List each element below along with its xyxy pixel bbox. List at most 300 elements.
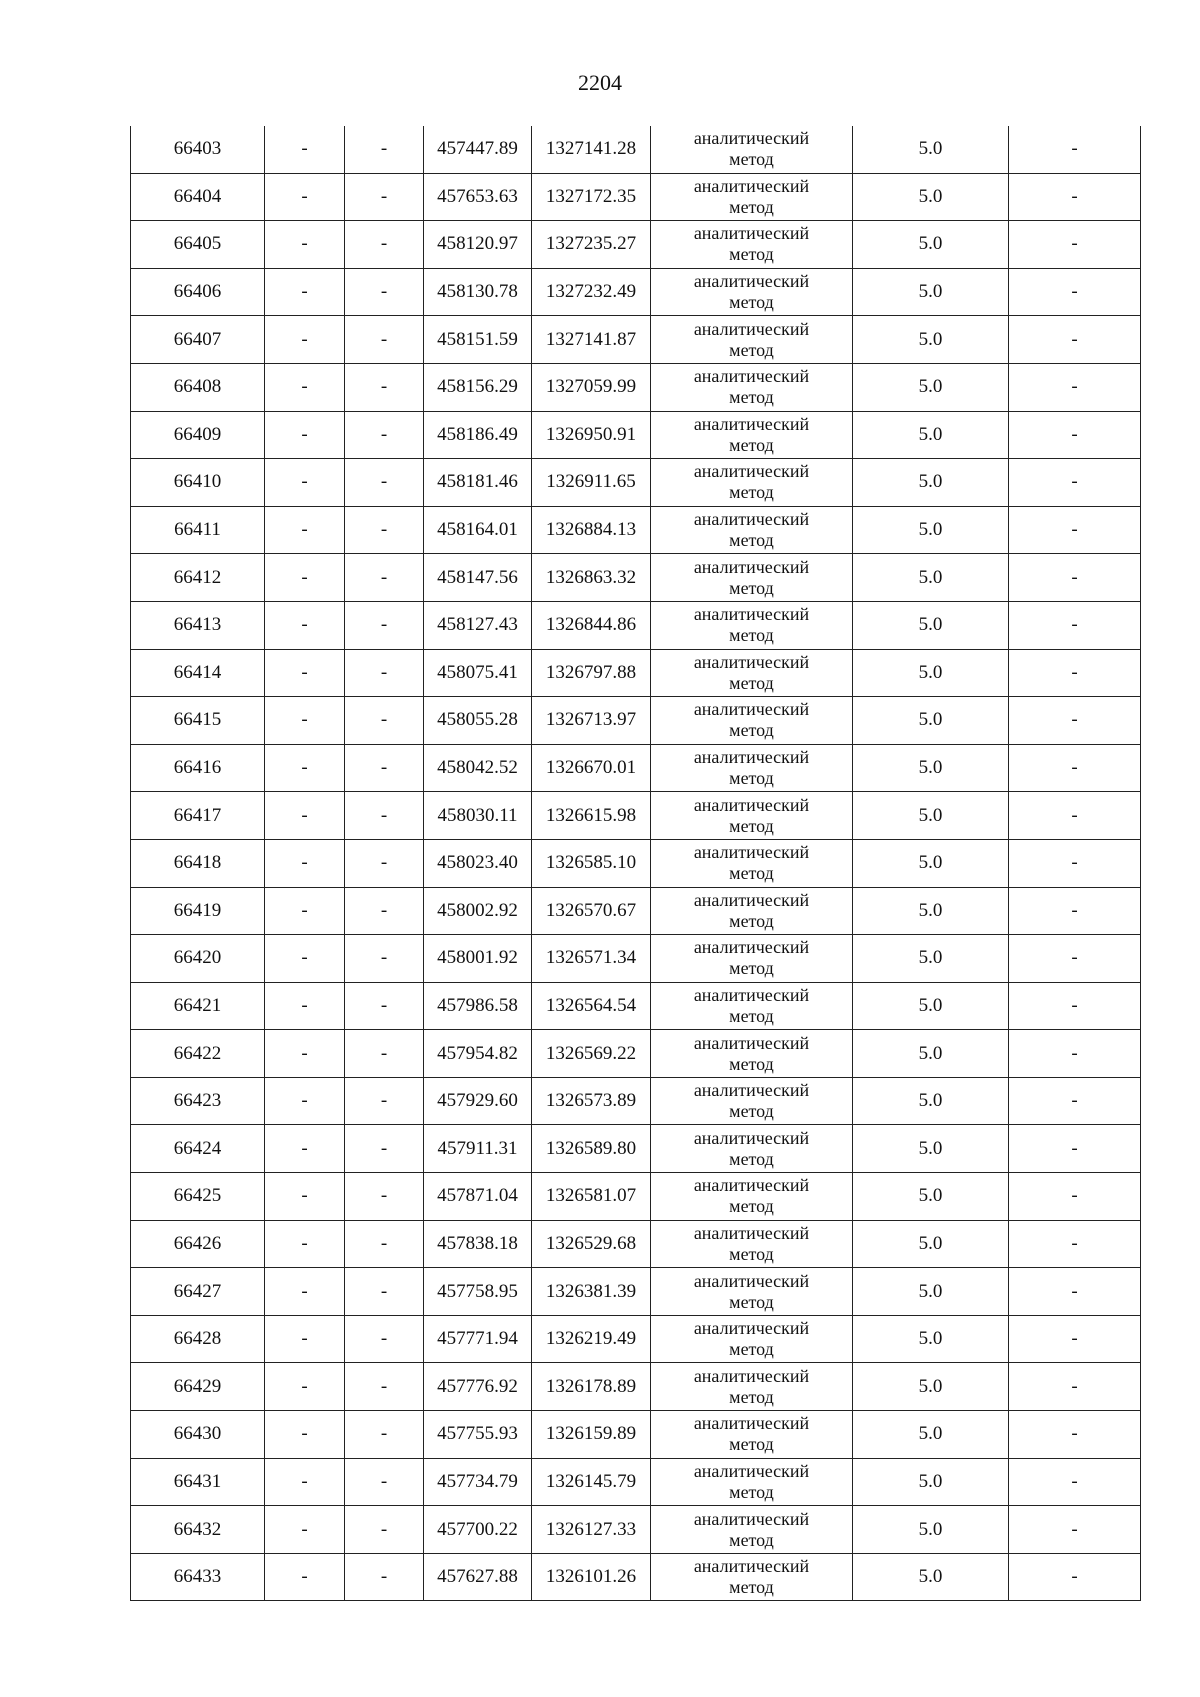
accuracy-cell: 5.0 (853, 792, 1009, 840)
y-coordinate-cell: 1326797.88 (532, 649, 651, 697)
table-row (131, 316, 1141, 364)
point-number-cell: 66419 (131, 887, 265, 935)
table-row (131, 1030, 1141, 1078)
point-number-cell: 66431 (131, 1458, 265, 1506)
accuracy-cell: 5.0 (853, 1315, 1009, 1363)
x-coordinate-cell: 458042.52 (424, 744, 532, 792)
accuracy-cell: 5.0 (853, 506, 1009, 554)
dash-cell: - (345, 126, 424, 173)
x-coordinate-cell: 458120.97 (424, 221, 532, 269)
dash-cell: - (345, 363, 424, 411)
dash-cell: - (345, 601, 424, 649)
dash-cell: - (1009, 1553, 1141, 1601)
method-line-1: аналитический (693, 271, 810, 292)
method-cell (651, 649, 853, 697)
method-line-2: метод (729, 149, 774, 170)
accuracy-cell: 5.0 (853, 1077, 1009, 1125)
dash-cell: - (265, 268, 345, 316)
table-row (131, 1077, 1141, 1125)
dash-cell: - (345, 1220, 424, 1268)
point-number-cell: 66418 (131, 839, 265, 887)
accuracy-cell: 5.0 (853, 173, 1009, 221)
y-coordinate-cell: 1326615.98 (532, 792, 651, 840)
y-coordinate-cell: 1326178.89 (532, 1363, 651, 1411)
dash-cell: - (1009, 1125, 1141, 1173)
method-line-1: аналитический (693, 604, 810, 625)
y-coordinate-cell: 1326713.97 (532, 697, 651, 745)
method-line-2: метод (729, 720, 774, 741)
x-coordinate-cell: 457755.93 (424, 1411, 532, 1459)
y-coordinate-cell: 1326589.80 (532, 1125, 651, 1173)
method-cell (651, 1030, 853, 1078)
method-line-2: метод (729, 1434, 774, 1455)
point-number-cell: 66427 (131, 1268, 265, 1316)
table-row (131, 411, 1141, 459)
dash-cell: - (1009, 126, 1141, 173)
y-coordinate-cell: 1326569.22 (532, 1030, 651, 1078)
dash-cell: - (1009, 506, 1141, 554)
table-row (131, 1220, 1141, 1268)
dash-cell: - (265, 935, 345, 983)
method-line-1: аналитический (693, 937, 810, 958)
x-coordinate-cell: 457627.88 (424, 1553, 532, 1601)
y-coordinate-cell: 1326573.89 (532, 1077, 651, 1125)
method-line-2: метод (729, 768, 774, 789)
y-coordinate-cell: 1326564.54 (532, 982, 651, 1030)
table-row (131, 459, 1141, 507)
method-line-2: метод (729, 672, 774, 693)
point-number-cell: 66423 (131, 1077, 265, 1125)
x-coordinate-cell: 458156.29 (424, 363, 532, 411)
dash-cell: - (345, 268, 424, 316)
table-row (131, 506, 1141, 554)
dash-cell: - (265, 792, 345, 840)
dash-cell: - (265, 1173, 345, 1221)
method-line-1: аналитический (693, 1270, 810, 1291)
accuracy-cell: 5.0 (853, 649, 1009, 697)
method-cell (651, 1268, 853, 1316)
x-coordinate-cell: 458030.11 (424, 792, 532, 840)
method-line-2: метод (729, 1005, 774, 1026)
y-coordinate-cell: 1326127.33 (532, 1506, 651, 1554)
point-number-cell: 66426 (131, 1220, 265, 1268)
dash-cell: - (345, 1363, 424, 1411)
accuracy-cell: 5.0 (853, 887, 1009, 935)
table-row (131, 173, 1141, 221)
dash-cell: - (1009, 363, 1141, 411)
table-row (131, 697, 1141, 745)
method-cell (651, 792, 853, 840)
method-line-2: метод (729, 387, 774, 408)
dash-cell: - (345, 935, 424, 983)
accuracy-cell: 5.0 (853, 126, 1009, 173)
table-row (131, 792, 1141, 840)
method-cell (651, 506, 853, 554)
dash-cell: - (265, 1458, 345, 1506)
dash-cell: - (265, 982, 345, 1030)
dash-cell: - (265, 1220, 345, 1268)
accuracy-cell: 5.0 (853, 554, 1009, 602)
x-coordinate-cell: 457776.92 (424, 1363, 532, 1411)
point-number-cell: 66414 (131, 649, 265, 697)
dash-cell: - (265, 126, 345, 173)
dash-cell: - (1009, 697, 1141, 745)
accuracy-cell: 5.0 (853, 1268, 1009, 1316)
method-line-2: метод (729, 815, 774, 836)
y-coordinate-cell: 1326670.01 (532, 744, 651, 792)
accuracy-cell: 5.0 (853, 459, 1009, 507)
dash-cell: - (345, 649, 424, 697)
x-coordinate-cell: 458181.46 (424, 459, 532, 507)
table-row (131, 221, 1141, 269)
method-cell (651, 459, 853, 507)
accuracy-cell: 5.0 (853, 839, 1009, 887)
dash-cell: - (1009, 1268, 1141, 1316)
accuracy-cell: 5.0 (853, 1220, 1009, 1268)
method-cell (651, 411, 853, 459)
point-number-cell: 66416 (131, 744, 265, 792)
dash-cell: - (1009, 1411, 1141, 1459)
method-line-2: метод (729, 1243, 774, 1264)
method-cell (651, 1173, 853, 1221)
dash-cell: - (265, 744, 345, 792)
y-coordinate-cell: 1327235.27 (532, 221, 651, 269)
method-line-2: метод (729, 339, 774, 360)
method-line-2: метод (729, 1291, 774, 1312)
method-line-2: метод (729, 910, 774, 931)
method-cell (651, 126, 853, 173)
table-row (131, 1458, 1141, 1506)
x-coordinate-cell: 458075.41 (424, 649, 532, 697)
method-line-1: аналитический (693, 509, 810, 530)
dash-cell: - (345, 1315, 424, 1363)
method-cell (651, 1458, 853, 1506)
table-row (131, 1125, 1141, 1173)
x-coordinate-cell: 457653.63 (424, 173, 532, 221)
method-line-1: аналитический (693, 556, 810, 577)
method-line-2: метод (729, 482, 774, 503)
page-number: 2204 (578, 70, 622, 95)
method-line-1: аналитический (693, 1032, 810, 1053)
method-line-2: метод (729, 1577, 774, 1598)
table-row (131, 1506, 1141, 1554)
method-cell (651, 1506, 853, 1554)
y-coordinate-cell: 1327141.87 (532, 316, 651, 364)
method-line-1: аналитический (693, 175, 810, 196)
dash-cell: - (265, 506, 345, 554)
dash-cell: - (265, 649, 345, 697)
method-line-1: аналитический (693, 747, 810, 768)
method-line-1: аналитический (693, 1222, 810, 1243)
y-coordinate-cell: 1326884.13 (532, 506, 651, 554)
method-cell (651, 221, 853, 269)
x-coordinate-cell: 457447.89 (424, 126, 532, 173)
table-row (131, 1553, 1141, 1601)
method-line-2: метод (729, 292, 774, 313)
x-coordinate-cell: 458130.78 (424, 268, 532, 316)
point-number-cell: 66429 (131, 1363, 265, 1411)
dash-cell: - (345, 1173, 424, 1221)
dash-cell: - (265, 1268, 345, 1316)
table-row (131, 554, 1141, 602)
dash-cell: - (1009, 1077, 1141, 1125)
y-coordinate-cell: 1327141.28 (532, 126, 651, 173)
method-line-1: аналитический (693, 794, 810, 815)
dash-cell: - (1009, 792, 1141, 840)
point-number-cell: 66430 (131, 1411, 265, 1459)
method-cell (651, 1077, 853, 1125)
point-number-cell: 66420 (131, 935, 265, 983)
accuracy-cell: 5.0 (853, 1458, 1009, 1506)
dash-cell: - (1009, 221, 1141, 269)
method-cell (651, 1411, 853, 1459)
dash-cell: - (265, 839, 345, 887)
dash-cell: - (265, 697, 345, 745)
y-coordinate-cell: 1326159.89 (532, 1411, 651, 1459)
method-cell (651, 601, 853, 649)
dash-cell: - (1009, 1315, 1141, 1363)
accuracy-cell: 5.0 (853, 316, 1009, 364)
method-line-1: аналитический (693, 461, 810, 482)
accuracy-cell: 5.0 (853, 982, 1009, 1030)
method-line-1: аналитический (693, 1365, 810, 1386)
point-number-cell: 66432 (131, 1506, 265, 1554)
dash-cell: - (345, 792, 424, 840)
method-line-2: метод (729, 530, 774, 551)
point-number-cell: 66433 (131, 1553, 265, 1601)
table-row (131, 1173, 1141, 1221)
dash-cell: - (345, 173, 424, 221)
x-coordinate-cell: 457871.04 (424, 1173, 532, 1221)
point-number-cell: 66407 (131, 316, 265, 364)
dash-cell: - (1009, 1220, 1141, 1268)
point-number-cell: 66411 (131, 506, 265, 554)
method-line-2: метод (729, 1148, 774, 1169)
accuracy-cell: 5.0 (853, 268, 1009, 316)
x-coordinate-cell: 458186.49 (424, 411, 532, 459)
dash-cell: - (265, 1411, 345, 1459)
method-line-1: аналитический (693, 1127, 810, 1148)
method-line-1: аналитический (693, 1460, 810, 1481)
dash-cell: - (265, 221, 345, 269)
x-coordinate-cell: 457986.58 (424, 982, 532, 1030)
dash-cell: - (1009, 601, 1141, 649)
dash-cell: - (1009, 268, 1141, 316)
method-line-2: метод (729, 1481, 774, 1502)
dash-cell: - (1009, 1030, 1141, 1078)
dash-cell: - (1009, 887, 1141, 935)
method-cell (651, 554, 853, 602)
method-line-1: аналитический (693, 842, 810, 863)
dash-cell: - (345, 744, 424, 792)
method-cell (651, 1363, 853, 1411)
x-coordinate-cell: 457911.31 (424, 1125, 532, 1173)
y-coordinate-cell: 1326581.07 (532, 1173, 651, 1221)
method-line-1: аналитический (693, 1508, 810, 1529)
point-number-cell: 66404 (131, 173, 265, 221)
x-coordinate-cell: 458023.40 (424, 839, 532, 887)
dash-cell: - (1009, 839, 1141, 887)
dash-cell: - (345, 1553, 424, 1601)
dash-cell: - (345, 459, 424, 507)
dash-cell: - (265, 887, 345, 935)
x-coordinate-cell: 457771.94 (424, 1315, 532, 1363)
dash-cell: - (265, 1506, 345, 1554)
table-body (131, 126, 1141, 1601)
dash-cell: - (345, 316, 424, 364)
dash-cell: - (345, 887, 424, 935)
dash-cell: - (1009, 649, 1141, 697)
method-line-2: метод (729, 625, 774, 646)
method-cell (651, 173, 853, 221)
y-coordinate-cell: 1326863.32 (532, 554, 651, 602)
dash-cell: - (265, 554, 345, 602)
accuracy-cell: 5.0 (853, 744, 1009, 792)
method-cell (651, 935, 853, 983)
y-coordinate-cell: 1326570.67 (532, 887, 651, 935)
point-number-cell: 66424 (131, 1125, 265, 1173)
method-line-1: аналитический (693, 1318, 810, 1339)
accuracy-cell: 5.0 (853, 935, 1009, 983)
y-coordinate-cell: 1327232.49 (532, 268, 651, 316)
x-coordinate-cell: 458001.92 (424, 935, 532, 983)
dash-cell: - (1009, 1173, 1141, 1221)
dash-cell: - (1009, 982, 1141, 1030)
dash-cell: - (1009, 1458, 1141, 1506)
method-line-1: аналитический (693, 223, 810, 244)
y-coordinate-cell: 1326529.68 (532, 1220, 651, 1268)
accuracy-cell: 5.0 (853, 411, 1009, 459)
table-row (131, 744, 1141, 792)
point-number-cell: 66410 (131, 459, 265, 507)
method-line-2: метод (729, 958, 774, 979)
accuracy-cell: 5.0 (853, 601, 1009, 649)
table-row (131, 268, 1141, 316)
accuracy-cell: 5.0 (853, 1030, 1009, 1078)
accuracy-cell: 5.0 (853, 221, 1009, 269)
method-line-2: метод (729, 1529, 774, 1550)
table-row (131, 887, 1141, 935)
method-line-1: аналитический (693, 1556, 810, 1577)
table-row (131, 982, 1141, 1030)
dash-cell: - (345, 411, 424, 459)
table-row (131, 935, 1141, 983)
dash-cell: - (265, 1315, 345, 1363)
dash-cell: - (345, 1030, 424, 1078)
x-coordinate-cell: 457954.82 (424, 1030, 532, 1078)
method-line-1: аналитический (693, 651, 810, 672)
method-line-1: аналитический (693, 1413, 810, 1434)
x-coordinate-cell: 458151.59 (424, 316, 532, 364)
method-cell (651, 1315, 853, 1363)
method-line-2: метод (729, 863, 774, 884)
accuracy-cell: 5.0 (853, 1173, 1009, 1221)
x-coordinate-cell: 457700.22 (424, 1506, 532, 1554)
accuracy-cell: 5.0 (853, 1411, 1009, 1459)
method-line-2: метод (729, 244, 774, 265)
dash-cell: - (1009, 173, 1141, 221)
dash-cell: - (1009, 554, 1141, 602)
accuracy-cell: 5.0 (853, 363, 1009, 411)
dash-cell: - (345, 506, 424, 554)
method-cell (651, 1553, 853, 1601)
method-cell (651, 268, 853, 316)
dash-cell: - (265, 1553, 345, 1601)
dash-cell: - (345, 221, 424, 269)
method-cell (651, 1220, 853, 1268)
x-coordinate-cell: 458147.56 (424, 554, 532, 602)
method-line-1: аналитический (693, 318, 810, 339)
dash-cell: - (1009, 935, 1141, 983)
x-coordinate-cell: 457734.79 (424, 1458, 532, 1506)
coordinates-table (130, 126, 1141, 1601)
method-line-2: метод (729, 196, 774, 217)
x-coordinate-cell: 458055.28 (424, 697, 532, 745)
method-cell (651, 744, 853, 792)
point-number-cell: 66422 (131, 1030, 265, 1078)
dash-cell: - (345, 839, 424, 887)
x-coordinate-cell: 457929.60 (424, 1077, 532, 1125)
point-number-cell: 66425 (131, 1173, 265, 1221)
y-coordinate-cell: 1326145.79 (532, 1458, 651, 1506)
dash-cell: - (345, 1506, 424, 1554)
table-row (131, 649, 1141, 697)
dash-cell: - (1009, 1363, 1141, 1411)
dash-cell: - (345, 1458, 424, 1506)
point-number-cell: 66421 (131, 982, 265, 1030)
y-coordinate-cell: 1326950.91 (532, 411, 651, 459)
dash-cell: - (265, 1030, 345, 1078)
method-line-2: метод (729, 1386, 774, 1407)
method-line-2: метод (729, 1053, 774, 1074)
dash-cell: - (265, 601, 345, 649)
dash-cell: - (1009, 1506, 1141, 1554)
method-line-2: метод (729, 434, 774, 455)
table-row (131, 1363, 1141, 1411)
accuracy-cell: 5.0 (853, 1125, 1009, 1173)
accuracy-cell: 5.0 (853, 697, 1009, 745)
table-row (131, 601, 1141, 649)
dash-cell: - (1009, 459, 1141, 507)
x-coordinate-cell: 458164.01 (424, 506, 532, 554)
method-line-2: метод (729, 1196, 774, 1217)
table-row (131, 1411, 1141, 1459)
dash-cell: - (265, 173, 345, 221)
point-number-cell: 66406 (131, 268, 265, 316)
method-line-1: аналитический (693, 413, 810, 434)
y-coordinate-cell: 1326381.39 (532, 1268, 651, 1316)
dash-cell: - (265, 459, 345, 507)
point-number-cell: 66408 (131, 363, 265, 411)
table-row (131, 363, 1141, 411)
y-coordinate-cell: 1327172.35 (532, 173, 651, 221)
dash-cell: - (265, 363, 345, 411)
dash-cell: - (265, 1125, 345, 1173)
method-line-1: аналитический (693, 984, 810, 1005)
dash-cell: - (345, 1125, 424, 1173)
x-coordinate-cell: 458002.92 (424, 887, 532, 935)
y-coordinate-cell: 1326101.26 (532, 1553, 651, 1601)
method-line-1: аналитический (693, 128, 810, 149)
method-line-1: аналитический (693, 699, 810, 720)
method-line-1: аналитический (693, 1080, 810, 1101)
method-cell (651, 1125, 853, 1173)
table-row (131, 1315, 1141, 1363)
y-coordinate-cell: 1326219.49 (532, 1315, 651, 1363)
method-line-2: метод (729, 1101, 774, 1122)
dash-cell: - (345, 982, 424, 1030)
table-row (131, 1268, 1141, 1316)
